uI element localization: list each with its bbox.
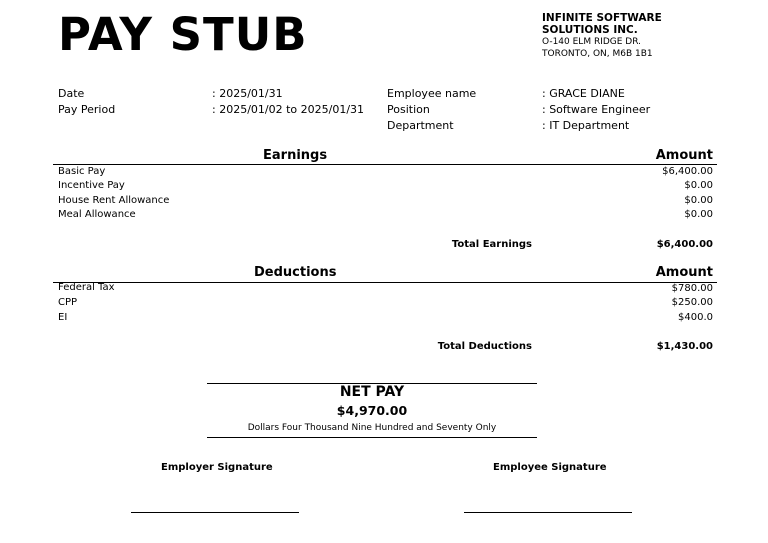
- total-earnings-amount: $6,400.00: [656, 239, 713, 250]
- deduction-row-label: Federal Tax: [58, 282, 115, 293]
- earnings-header: Earnings: [263, 148, 328, 163]
- pay-period-value: : 2025/01/02 to 2025/01/31: [212, 103, 365, 116]
- employee-signature-label: Employee Signature: [493, 462, 607, 473]
- date-value: : 2025/01/31: [212, 87, 283, 100]
- company-name-line2: SOLUTIONS INC.: [542, 24, 638, 36]
- deductions-divider: [53, 282, 717, 283]
- date-label: Date: [58, 87, 85, 100]
- earning-row-amount: $0.00: [684, 209, 713, 220]
- earning-row-label: House Rent Allowance: [58, 195, 170, 206]
- employee-signature-line: [464, 512, 632, 513]
- company-name: INFINITE SOFTWARE: [542, 12, 662, 24]
- net-pay-label: NET PAY: [339, 384, 405, 400]
- deductions-header: Deductions: [254, 265, 337, 280]
- employer-signature-label: Employer Signature: [161, 462, 273, 473]
- earning-row-label: Basic Pay: [58, 166, 106, 177]
- deductions-amount-header: Amount: [655, 265, 713, 280]
- net-pay-in-words: Dollars Four Thousand Nine Hundred and Seventy Only: [247, 423, 497, 433]
- total-earnings-label: Total Earnings: [451, 239, 532, 250]
- page-title: PAY STUB: [58, 8, 308, 61]
- company-address-line2: TORONTO, ON, M6B 1B1: [542, 49, 653, 59]
- net-pay-amount: $4,970.00: [336, 403, 408, 418]
- employee-name-label: Employee name: [387, 87, 477, 100]
- position-value: : Software Engineer: [542, 103, 651, 116]
- net-pay-bottom-rule: [207, 437, 537, 438]
- company-address-line1: O-140 ELM RIDGE DR.: [542, 37, 642, 47]
- earnings-amount-header: Amount: [655, 148, 713, 163]
- earning-row-label: Meal Allowance: [58, 209, 136, 220]
- employee-name-value: : GRACE DIANE: [542, 87, 625, 100]
- department-value: : IT Department: [542, 119, 630, 132]
- total-deductions-amount: $1,430.00: [656, 341, 713, 352]
- deduction-row-label: CPP: [58, 297, 78, 308]
- pay-period-label: Pay Period: [58, 103, 116, 116]
- total-deductions-label: Total Deductions: [437, 341, 532, 352]
- deduction-row-label: EI: [58, 312, 68, 323]
- deduction-row-amount: $400.0: [678, 312, 713, 323]
- earning-row-amount: $0.00: [684, 195, 713, 206]
- employer-signature-line: [131, 512, 299, 513]
- earning-row-label: Incentive Pay: [58, 180, 125, 191]
- earnings-divider: [53, 164, 717, 165]
- earning-row-amount: $6,400.00: [662, 166, 713, 177]
- department-label: Department: [387, 119, 454, 132]
- deduction-row-amount: $780.00: [671, 283, 713, 294]
- deduction-row-amount: $250.00: [671, 297, 713, 308]
- earning-row-amount: $0.00: [684, 180, 713, 191]
- position-label: Position: [387, 103, 430, 116]
